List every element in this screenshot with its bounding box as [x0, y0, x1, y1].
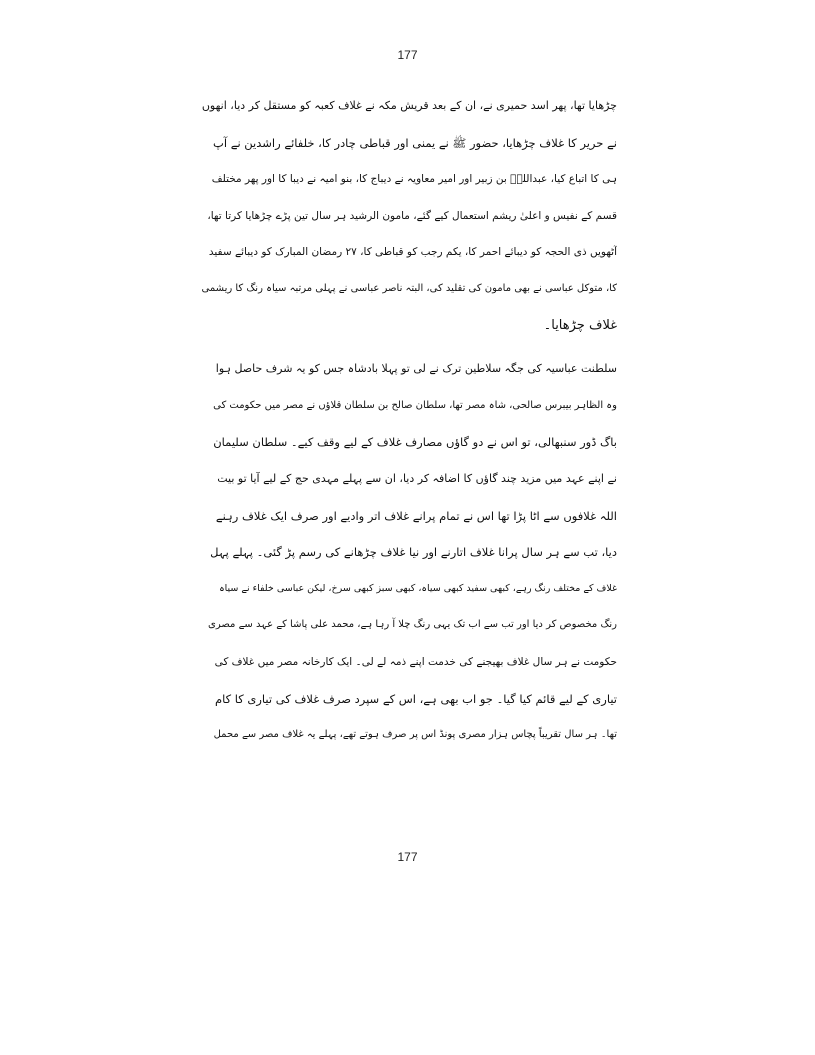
article-body [200, 88, 617, 754]
paragraph-spacer [200, 344, 617, 351]
text-line: وہ الظاہر بیبرس صالحی، شاہ مصر تھا، سلطان صالح بن سلطان قلاؤں نے مصر میں حکومت کی [213, 399, 617, 411]
text-line: کا، متوکل عباسی نے بھی مامون کی تقلید کی، البتہ ناصر عباسی نے پہلی مرتبہ سیاہ رنگ کا ریشمی [201, 282, 617, 294]
text-line: چڑھایا تھا، پھر اسد حمیری نے، ان کے بعد قریش مکہ نے غلاف کعبہ کو مستقل کر دیا، انھوں [201, 99, 617, 112]
paragraph-2 [200, 351, 617, 754]
text-line: رنگ مخصوص کر دیا اور تب سے اب تک یہی رنگ چلا آ رہا ہے، محمد علی پاشا کے عہد سے مصری [208, 619, 617, 631]
text-line: اللہ غلافوں سے اٹا پڑا تھا اس نے تمام پرانے غلاف اتر وادیے اور صرف ایک غلاف رہنے [215, 508, 617, 523]
text-line: باگ ڈور سنبھالی، تو اس نے دو گاؤں مصارف غلاف کے لیے وقف کیے۔ سلطان سلیمان [213, 435, 617, 450]
text-line: سلطنت عباسیہ کی جگہ سلاطین ترک نے لی تو پہلا بادشاہ جس کو یہ شرف حاصل ہوا [215, 362, 617, 376]
text-line: نے اپنے عہد میں مزید چند گاؤں کا اضافہ کر دیا، ان سے پہلے مہدی حج کے لیے آیا تو بیت [217, 471, 617, 485]
text-line: قسم کے نفیس و اعلیٰ ریشم استعمال کیے گئے، مامون الرشید ہر سال تین پڑے چڑھایا کرتا تھا، [207, 209, 617, 222]
text-line: آٹھویں ذی الحجہ کو دیبائے احمر کا، یکم رجب کو قباطی کا، ۲۷ رمضان المبارک کو دیبائے سفید [208, 246, 617, 259]
text-line: غلاف کے مختلف رنگ رہے، کبھی سفید کبھی سیاہ، کبھی سبز کبھی سرخ، لیکن عباسی خلفاء نے سیاہ [219, 582, 617, 594]
text-line: نے حریر کا غلاف چڑھایا، حضور ﷺ نے یمنی اور قباطی چادر کا، خلفائے راشدین نے آپ [213, 135, 617, 150]
text-line: ہی کا اتباع کیا، عبداللہؓ بن زبیر اور امیر معاویہ نے دیباج کا، بنو امیہ نے دیبا کا اور پھر مختلف [211, 173, 617, 186]
page-number-bottom: 177 [397, 850, 418, 864]
page-number-top: 177 [397, 48, 418, 62]
text-line: غلاف چڑھایا۔ [543, 317, 617, 333]
paragraph-1 [200, 88, 617, 344]
text-line: تیاری کے لیے قائم کیا گیا۔ جو اب بھی ہے، اس کے سپرد صرف غلاف کی تیاری کا کام [214, 691, 617, 706]
text-line: تھا۔ ہر سال تقریباً پچاس ہزار مصری پونڈ اس پر صرف ہوتے تھے، پہلے یہ غلاف مصر سے محمل [213, 729, 617, 741]
text-line: حکومت نے ہر سال غلاف بھیجنے کی خدمت اپنے ذمہ لے لی۔ ایک کارخانہ مصر میں غلاف کی [214, 655, 617, 668]
text-line: دیا، تب سے ہر سال پرانا غلاف اتارنے اور نیا غلاف چڑھانے کی رسم پڑ گئی۔ پہلے پہل [210, 545, 617, 560]
